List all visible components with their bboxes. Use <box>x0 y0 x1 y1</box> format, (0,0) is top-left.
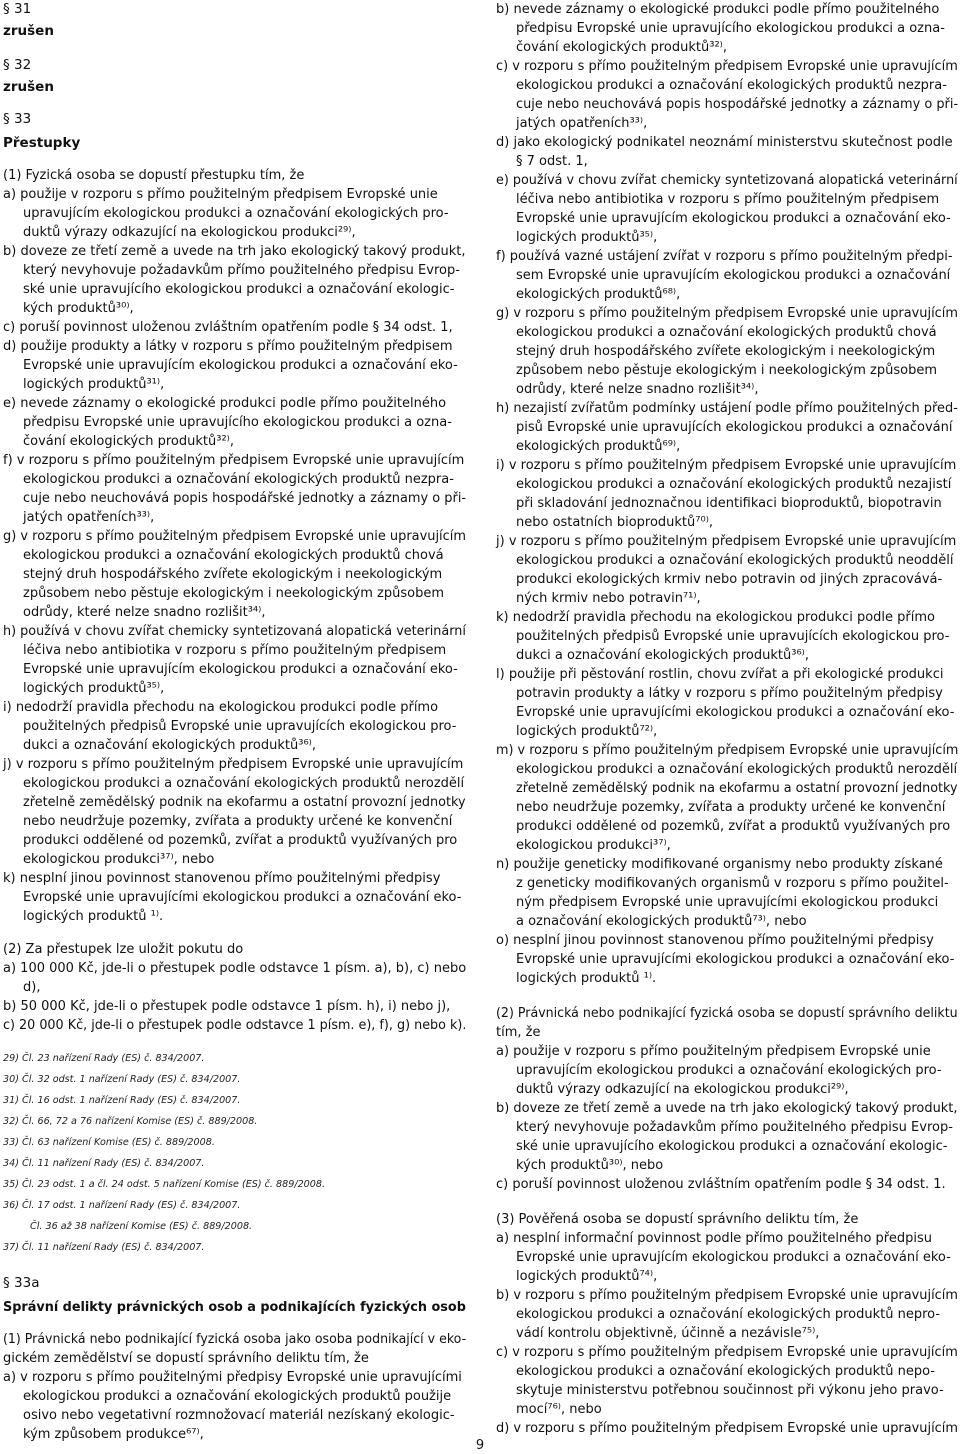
text-line: způsobem nebo pěstuje ekologickým i neekologickým způsobem <box>516 363 937 378</box>
text-line: Evropské unie upravujícím ekologickou produkci a označování eko- <box>23 662 458 677</box>
text-line: vádí kontrolu objektivně, účinně a nezávisle⁷⁵⁾, <box>516 1326 820 1341</box>
text-line: čování ekologických produktů³²⁾, <box>516 40 727 55</box>
text-line: a) nesplní informační povinnost podle přímo použitelného předpisu <box>496 1231 932 1246</box>
text-line: ekologickou produkci a označování ekologických produktů nezpra- <box>516 78 947 93</box>
text-line: d) v rozporu s přímo použitelným předpisem Evropské unie upravujícím <box>496 1421 958 1436</box>
text-line: tím, že <box>496 1025 541 1040</box>
text-line: i) nedodrží pravidla přechodu na ekologickou produkci podle přímo <box>3 700 439 715</box>
text-line: skytuje ministerstvu potřebnou součinnost při výkonu jeho pravo- <box>516 1383 944 1398</box>
footnote: 31) Čl. 16 odst. 1 nařízení Rady (ES) č. 834/2007. <box>3 1095 241 1106</box>
text-line: Evropské unie upravujícím ekologickou produkci a označování eko- <box>516 1250 951 1265</box>
text-line: ekologickou produkci³⁷⁾, <box>516 838 671 853</box>
text-line: logických produktů³⁵⁾, <box>516 230 658 245</box>
text-line: b) v rozporu s přímo použitelným předpisem Evropské unie upravujícím <box>496 1288 958 1303</box>
text-line: ekologických produktů⁶⁸⁾, <box>516 287 681 302</box>
page-number: 9 <box>475 1438 485 1453</box>
text-line: nebo neudržuje pozemky, zvířata a produkty určené ke konvenční <box>23 814 453 829</box>
text-line: kým způsobem produkce⁶⁷⁾, <box>23 1427 204 1442</box>
footnote: 34) Čl. 11 nařízení Rady (ES) č. 834/2007. <box>3 1158 205 1169</box>
text-line: a označování ekologických produktů⁷³⁾, nebo <box>516 914 807 929</box>
text-line: ným předpisem Evropské unie upravujícími ekologickou produkci <box>516 895 939 910</box>
text-line: g) v rozporu s přímo použitelným předpisem Evropské unie upravujícím <box>496 306 958 321</box>
text-line: sem Evropské unie upravujícím ekologickou produkci a označování <box>516 268 951 283</box>
text-line: stejný druh hospodářského zvířete ekologickým i neekologickým <box>516 344 936 359</box>
text-line: mocí⁷⁶⁾, nebo <box>516 1402 602 1417</box>
text-line: ekologickou produkci a označování ekologických produktů neoddělí <box>516 553 954 568</box>
text-line: d) použije produkty a látky v rozporu s přímo použitelným předpisem <box>3 339 453 354</box>
text-line: logických produktů³¹⁾, <box>23 377 165 392</box>
text-line: při skladování jednoznačnou identifikaci bioproduktů, biopotravin <box>516 496 942 511</box>
text-line: k) nedodrží pravidla přechodu na ekologickou produkci podle přímo <box>496 610 935 625</box>
text-line: způsobem nebo pěstuje ekologickým i neekologickým způsobem <box>23 586 444 601</box>
footnote: 33) Čl. 63 nařízení Komise (ES) č. 889/2008. <box>3 1137 215 1148</box>
text-line: Evropské unie upravujícím ekologickou produkci a označování eko- <box>23 358 458 373</box>
footnote: 36) Čl. 17 odst. 1 nařízení Rady (ES) č. 834/2007. <box>3 1200 241 1211</box>
text-line: ekologickou produkci a označování ekologických produktů použije <box>23 1389 452 1404</box>
footnote: 32) Čl. 66, 72 a 76 nařízení Komise (ES) č. 889/2008. <box>3 1116 258 1127</box>
text-line: i) v rozporu s přímo použitelným předpisem Evropské unie upravujícím <box>496 458 957 473</box>
section-heading: zrušen <box>3 79 54 95</box>
section-heading: Přestupky <box>3 135 81 151</box>
text-line: ské unie upravujícího ekologickou produkci a označování ekologic- <box>23 282 455 297</box>
text-line: léčiva nebo antibiotika v rozporu s přímo použitelným předpisem <box>23 643 447 658</box>
text-line: nebo ostatních bioproduktů⁷⁰⁾, <box>516 515 714 530</box>
footnote: 35) Čl. 23 odst. 1 a čl. 24 odst. 5 nařízení Komise (ES) č. 889/2008. <box>3 1179 326 1190</box>
text-line: jatých opatřeních³³⁾, <box>516 116 648 131</box>
text-line: Evropské unie upravujícími ekologickou produkci a označování eko- <box>516 705 955 720</box>
text-line: gickém zemědělství se dopustí správního deliktu tím, že <box>3 1351 369 1366</box>
text-line: logických produktů³⁵⁾, <box>23 681 165 696</box>
text-line: o) nesplní jinou povinnost stanovenou přímo použitelnými předpisy <box>496 933 934 948</box>
text-line: použitelných předpisů Evropské unie upravujících ekologickou pro- <box>516 629 950 644</box>
text-line: b) doveze ze třetí země a uvede na trh jako ekologický takový produkt, <box>3 244 466 259</box>
text-line: ekologickou produkci³⁷⁾, nebo <box>23 852 215 867</box>
section-number: § 31 <box>3 1 32 17</box>
text-line: Evropské unie upravujícími ekologickou produkci a označování eko- <box>516 952 955 967</box>
text-line: ekologickou produkci a označování ekologických produktů nezajistí <box>516 477 952 492</box>
footnote: Čl. 36 až 38 nařízení Komise (ES) č. 889/2008. <box>30 1221 253 1232</box>
text-line: e) používá v chovu zvířat chemicky syntetizovaná alopatická veterinární <box>496 173 958 188</box>
text-line: a) v rozporu s přímo použitelnými předpisy Evropské unie upravujícími <box>3 1370 462 1385</box>
text-line: ekologickou produkci a označování ekologických produktů nerozdělí <box>23 776 465 791</box>
text-line: (1) Právnická nebo podnikající fyzická osoba jako osoba podnikající v eko- <box>3 1332 467 1347</box>
text-line: dukci a označování ekologických produktů³⁶⁾, <box>23 738 316 753</box>
section-number: § 33a <box>3 1275 40 1291</box>
text-line: c) v rozporu s přímo použitelným předpisem Evropské unie upravujícím <box>496 59 958 74</box>
text-line: osivo nebo vegetativní rozmnožovací materiál nezískaný ekologic- <box>23 1408 455 1423</box>
text-line: upravujícím ekologickou produkci a označování ekologických pro- <box>516 1063 942 1078</box>
text-line: kých produktů³⁰⁾, <box>23 301 134 316</box>
text-line: duktů výrazy odkazující na ekologickou produkci²⁹⁾, <box>516 1082 849 1097</box>
section-heading: zrušen <box>3 23 54 39</box>
text-line: ekologickou produkci a označování ekologických produktů chová <box>23 548 444 563</box>
text-line: zřetelně zemědělský podnik na ekofarmu a ostatní provozní jednotky <box>516 781 958 796</box>
text-line: c) v rozporu s přímo použitelným předpisem Evropské unie upravujícím <box>496 1345 958 1360</box>
text-line: ekologickou produkci a označování ekologických produktů nepro- <box>516 1307 941 1322</box>
text-line: logických produktů⁷²⁾, <box>516 724 658 739</box>
text-line: e) nevede záznamy o ekologické produkci podle přímo použitelného <box>3 396 447 411</box>
footnote: 30) Čl. 32 odst. 1 nařízení Rady (ES) č. 834/2007. <box>3 1074 241 1085</box>
text-line: (2) Právnická nebo podnikající fyzická osoba se dopustí správního deliktu <box>496 1006 958 1021</box>
text-line: pisů Evropské unie upravujících ekologickou produkci a označování <box>516 420 953 435</box>
text-line: nebo neudržuje pozemky, zvířata a produkty určené ke konvenční <box>516 800 946 815</box>
text-line: m) v rozporu s přímo použitelným předpisem Evropské unie upravujícím <box>496 743 959 758</box>
text-line: a) použije v rozporu s přímo použitelným předpisem Evropské unie <box>3 187 438 202</box>
text-line: n) použije geneticky modifikované organismy nebo produkty získané <box>496 857 943 872</box>
text-line: (2) Za přestupek lze uložit pokutu do <box>3 942 244 957</box>
text-line: logických produktů ¹⁾. <box>516 971 657 986</box>
text-line: k) nesplní jinou povinnost stanovenou přímo použitelnými předpisy <box>3 871 441 886</box>
text-line: Evropské unie upravujícím ekologickou produkci a označování eko- <box>516 211 951 226</box>
text-line: logických produktů⁷⁴⁾, <box>516 1269 658 1284</box>
text-line: odrůdy, které nelze snadno rozlišit³⁴⁾, <box>23 605 266 620</box>
text-line: c) 20 000 Kč, jde-li o přestupek podle odstavce 1 písm. e), f), g) nebo k). <box>3 1018 467 1033</box>
text-line: f) v rozporu s přímo použitelným předpisem Evropské unie upravujícím <box>3 453 465 468</box>
footnote: 37) Čl. 11 nařízení Rady (ES) č. 834/2007. <box>3 1242 205 1253</box>
text-line: který nevyhovuje požadavkům přímo použitelného předpisu Evrop- <box>516 1120 953 1135</box>
text-line: ekologickou produkci a označování ekologických produktů nepo- <box>516 1364 935 1379</box>
text-line: b) nevede záznamy o ekologické produkci podle přímo použitelného <box>496 2 940 17</box>
text-line: ekologickou produkci a označování ekologických produktů nerozdělí <box>516 762 958 777</box>
section-heading: Správní delikty právnických osob a podnikajících fyzických osob <box>3 1299 466 1315</box>
text-line: ské unie upravujícího ekologickou produkci a označování ekologic- <box>516 1139 948 1154</box>
text-line: ekologických produktů⁶⁹⁾, <box>516 439 681 454</box>
text-line: a) použije v rozporu s přímo použitelným předpisem Evropské unie <box>496 1044 931 1059</box>
text-line: c) poruší povinnost uloženou zvláštním opatřením podle § 34 odst. 1, <box>3 320 453 335</box>
text-line: h) nezajistí zvířatům podmínky ustájení podle přímo použitelných před- <box>496 401 958 416</box>
text-line: (1) Fyzická osoba se dopustí přestupku tím, že <box>3 168 305 183</box>
text-line: g) v rozporu s přímo použitelným předpisem Evropské unie upravujícím <box>3 529 466 544</box>
text-line: d), <box>23 980 41 995</box>
text-line: ekologickou produkci a označování ekologických produktů chová <box>516 325 937 340</box>
text-line: produkci oddělené od pozemků, zvířat a produktů využívaných pro <box>23 833 458 848</box>
text-line: dukci a označování ekologických produktů³⁶⁾, <box>516 648 809 663</box>
text-line: odrůdy, které nelze snadno rozlišit³⁴⁾, <box>516 382 759 397</box>
text-line: l) použije při pěstování rostlin, chovu zvířat a při ekologické produkci <box>496 667 944 682</box>
text-line: b) 50 000 Kč, jde-li o přestupek podle odstavce 1 písm. h), i) nebo j), <box>3 999 451 1014</box>
text-line: zřetelně zemědělský podnik na ekofarmu a ostatní provozní jednotky <box>23 795 466 810</box>
text-line: j) v rozporu s přímo použitelným předpisem Evropské unie upravujícím <box>496 534 957 549</box>
text-line: stejný druh hospodářského zvířete ekologickým i neekologickým <box>23 567 443 582</box>
text-line: produkci ekologických krmiv nebo potravin od jiných zpracovává- <box>516 572 943 587</box>
text-line: ných krmiv nebo potravin⁷¹⁾, <box>516 591 701 606</box>
section-number: § 33 <box>3 111 32 127</box>
text-line: ekologickou produkci a označování ekologických produktů nezpra- <box>23 472 454 487</box>
footnote: 29) Čl. 23 nařízení Rady (ES) č. 834/2007. <box>3 1053 205 1064</box>
text-line: logických produktů ¹⁾. <box>23 909 164 924</box>
text-line: a) 100 000 Kč, jde-li o přestupek podle odstavce 1 písm. a), b), c) nebo <box>3 961 467 976</box>
text-line: čování ekologických produktů³²⁾, <box>23 434 234 449</box>
text-line: jatých opatřeních³³⁾, <box>23 510 155 525</box>
text-line: produkci oddělené od pozemků, zvířat a produktů využívaných pro <box>516 819 951 834</box>
text-line: cuje nebo neuchovává popis hospodářské jednotky a záznamy o při- <box>23 491 467 506</box>
text-line: c) poruší povinnost uloženou zvláštním opatřením podle § 34 odst. 1. <box>496 1177 946 1192</box>
text-line: f) používá vazné ustájení zvířat v rozporu s přímo použitelným předpi- <box>496 249 953 264</box>
text-line: upravujícím ekologickou produkci a označování ekologických pro- <box>23 206 449 221</box>
text-line: který nevyhovuje požadavkům přímo použitelného předpisu Evrop- <box>23 263 460 278</box>
text-line: potravin produkty a látky v rozporu s přímo použitelným předpisy <box>516 686 943 701</box>
text-line: cuje nebo neuchovává popis hospodářské jednotky a záznamy o při- <box>516 97 959 112</box>
text-line: h) používá v chovu zvířat chemicky syntetizovaná alopatická veterinární <box>3 624 466 639</box>
text-line: (3) Pověřená osoba se dopustí správního deliktu tím, že <box>496 1212 859 1227</box>
text-line: b) doveze ze třetí země a uvede na trh jako ekologický takový produkt, <box>496 1101 958 1116</box>
text-line: kých produktů³⁰⁾, nebo <box>516 1158 664 1173</box>
text-line: léčiva nebo antibiotika v rozporu s přímo použitelným předpisem <box>516 192 940 207</box>
text-line: předpisu Evropské unie upravujícího ekologickou produkci a ozna- <box>516 21 945 36</box>
text-line: duktů výrazy odkazující na ekologickou produkci²⁹⁾, <box>23 225 356 240</box>
text-line: použitelných předpisů Evropské unie upravujících ekologickou pro- <box>23 719 457 734</box>
text-line: Evropské unie upravujícími ekologickou produkci a označování eko- <box>23 890 462 905</box>
text-line: předpisu Evropské unie upravujícího ekologickou produkci a ozna- <box>23 415 452 430</box>
text-line: § 7 odst. 1, <box>516 154 588 169</box>
text-line: z geneticky modifikovaných organismů v rozporu s přímo použitel- <box>516 876 949 891</box>
section-number: § 32 <box>3 57 32 73</box>
text-line: d) jako ekologický podnikatel neoznámí ministerstvu skutečnost podle <box>496 135 953 150</box>
text-line: j) v rozporu s přímo použitelným předpisem Evropské unie upravujícím <box>3 757 464 772</box>
